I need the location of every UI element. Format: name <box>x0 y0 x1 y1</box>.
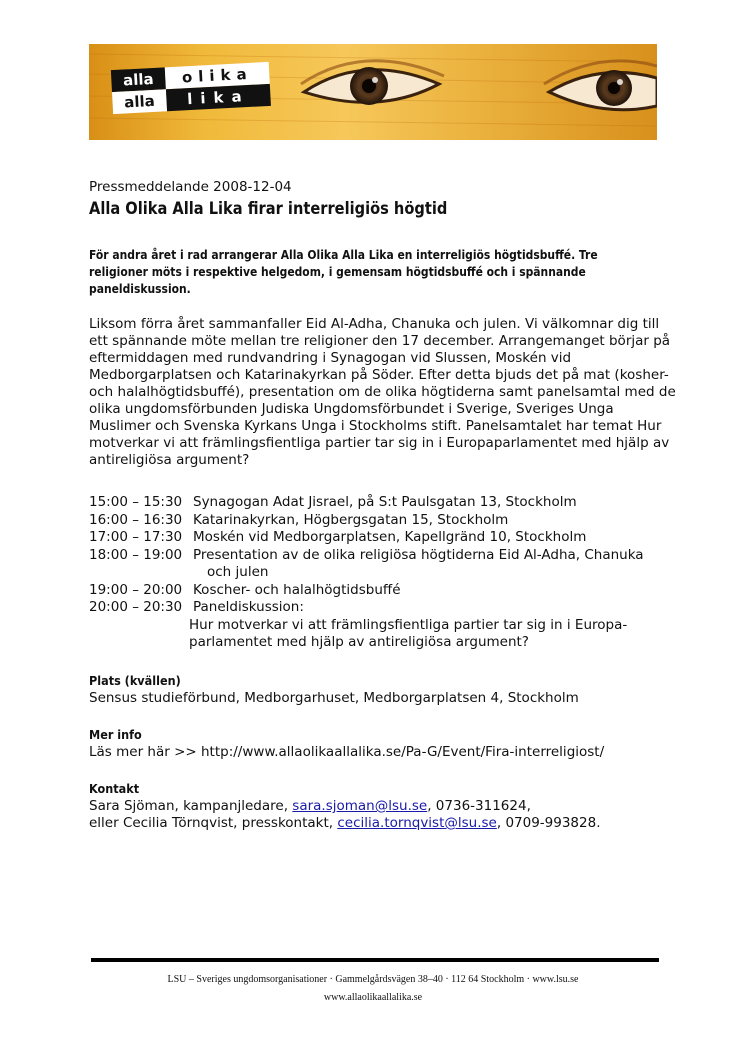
body-line: Liksom förra året sammanfaller Eid Al-Adha, Chanuka och julen. Vi välkomnar dig till <box>89 316 660 332</box>
schedule-desc-continued: och julen <box>207 564 269 580</box>
more-info-text: Läs mer här >> http://www.allaolikaallalika.se/Pa-G/Event/Fira-interreligiost/ <box>89 744 605 760</box>
body-line: eftermiddagen med rundvandring i Synagogan vid Slussen, Moskén vid <box>89 350 572 366</box>
schedule-time: 15:00 – 15:30 <box>89 494 183 510</box>
contact-heading: Kontakt <box>89 781 140 796</box>
schedule-desc: Koscher- och halalhögtidsbuffé <box>193 581 401 598</box>
sara-email-link[interactable]: sara.sjoman@lsu.se <box>292 798 428 814</box>
schedule-desc-continued: parlamentet med hjälp av antireligiösa argument? <box>189 634 529 650</box>
lead-paragraph <box>89 246 709 297</box>
left-eye-graphic <box>301 61 444 105</box>
contact-text: , 0709-993828. <box>496 815 601 831</box>
schedule-desc: Synagogan Adat Jisrael, på S:t Paulsgatan 13, Stockholm <box>193 494 577 510</box>
logo-olika: olika <box>165 62 270 89</box>
contact-text: eller Cecilia Törnqvist, presskontakt, <box>89 815 338 831</box>
schedule-time: 17:00 – 17:30 <box>89 529 183 545</box>
schedule-desc: Moskén vid Medborgarplatsen, Kapellgränd 10, Stockholm <box>193 529 587 545</box>
lead-line: religioner möts i respektive helgedom, i gemensam högtidsbuffé och i spännande <box>89 264 586 279</box>
footer-website: www.allaolikaallalika.se <box>323 992 423 1003</box>
contact-text: Sara Sjöman, kampanjledare, <box>89 798 293 814</box>
schedule-time: 19:00 – 20:00 <box>89 581 183 598</box>
schedule-desc: Paneldiskussion: <box>193 599 304 615</box>
venue-heading: Plats (kvällen) <box>89 673 181 688</box>
contact-line-2 <box>89 815 601 832</box>
body-line: och halalhögtidsbuffé), presentation om de olika högtiderna samt panelsamtal med de <box>89 384 676 400</box>
venue-text: Sensus studieförbund, Medborgarhuset, Medborgarplatsen 4, Stockholm <box>89 690 579 706</box>
contact-line-1 <box>89 798 531 815</box>
contact-text: , 0736-311624, <box>427 798 531 814</box>
lead-line: För andra året i rad arrangerar Alla Olika Alla Lika en interreligiös högtidsbuffé. Tre <box>89 247 598 262</box>
schedule-time: 20:00 – 20:30 <box>89 599 183 615</box>
schedule-time: 16:00 – 16:30 <box>89 511 183 528</box>
header-banner <box>89 44 657 140</box>
schedule-desc: Presentation av de olika religiösa högtiderna Eid Al-Adha, Chanuka <box>193 546 644 563</box>
more-info-heading: Mer info <box>89 727 142 742</box>
schedule-time: 18:00 – 19:00 <box>89 546 183 563</box>
lead-line: paneldiskussion. <box>89 281 191 296</box>
press-release-date: Pressmeddelande 2008-12-04 <box>89 179 292 195</box>
body-line: Muslimer och Svenska Kyrkans Unga i Stockholms stift. Panelsamtalet har temat Hur <box>89 418 662 434</box>
body-line: Medborgarplatsen och Katarinakyrkan på Söder. Efter detta bjuds det på mat (kosher- <box>89 367 669 383</box>
alla-olika-alla-lika-logo <box>111 62 271 118</box>
footer-divider <box>91 958 659 962</box>
footer-address: LSU – Sveriges ungdomsorganisationer · Gammelgårdsvägen 38–40 · 112 64 Stockholm · www.lsu.se <box>167 974 579 985</box>
logo-alla-1: alla <box>111 67 166 92</box>
logo-alla-2: alla <box>112 89 167 114</box>
page-title: Alla Olika Alla Lika firar interreligiös högtid <box>89 199 448 219</box>
logo-lika: lika <box>166 84 271 111</box>
body-line: ett spännande möte mellan tre religioner den 17 december. Arrangemanget börjar på <box>89 333 671 349</box>
body-line: olika ungdomsförbunden Judiska Ungdomsförbundet i Sverige, Sveriges Unga <box>89 401 614 417</box>
schedule-desc: Katarinakyrkan, Högbergsgatan 15, Stockholm <box>193 511 509 528</box>
body-paragraph <box>89 316 676 469</box>
cecilia-email-link[interactable]: cecilia.tornqvist@lsu.se <box>337 815 497 831</box>
body-line: antireligiösa argument? <box>89 452 250 468</box>
body-line: motverkar vi att främlingsfientliga partier tar sig in i Europaparlamentet med hjälp av <box>89 435 670 451</box>
schedule-desc-continued: Hur motverkar vi att främlingsfientliga partier tar sig in i Europa- <box>189 616 628 633</box>
